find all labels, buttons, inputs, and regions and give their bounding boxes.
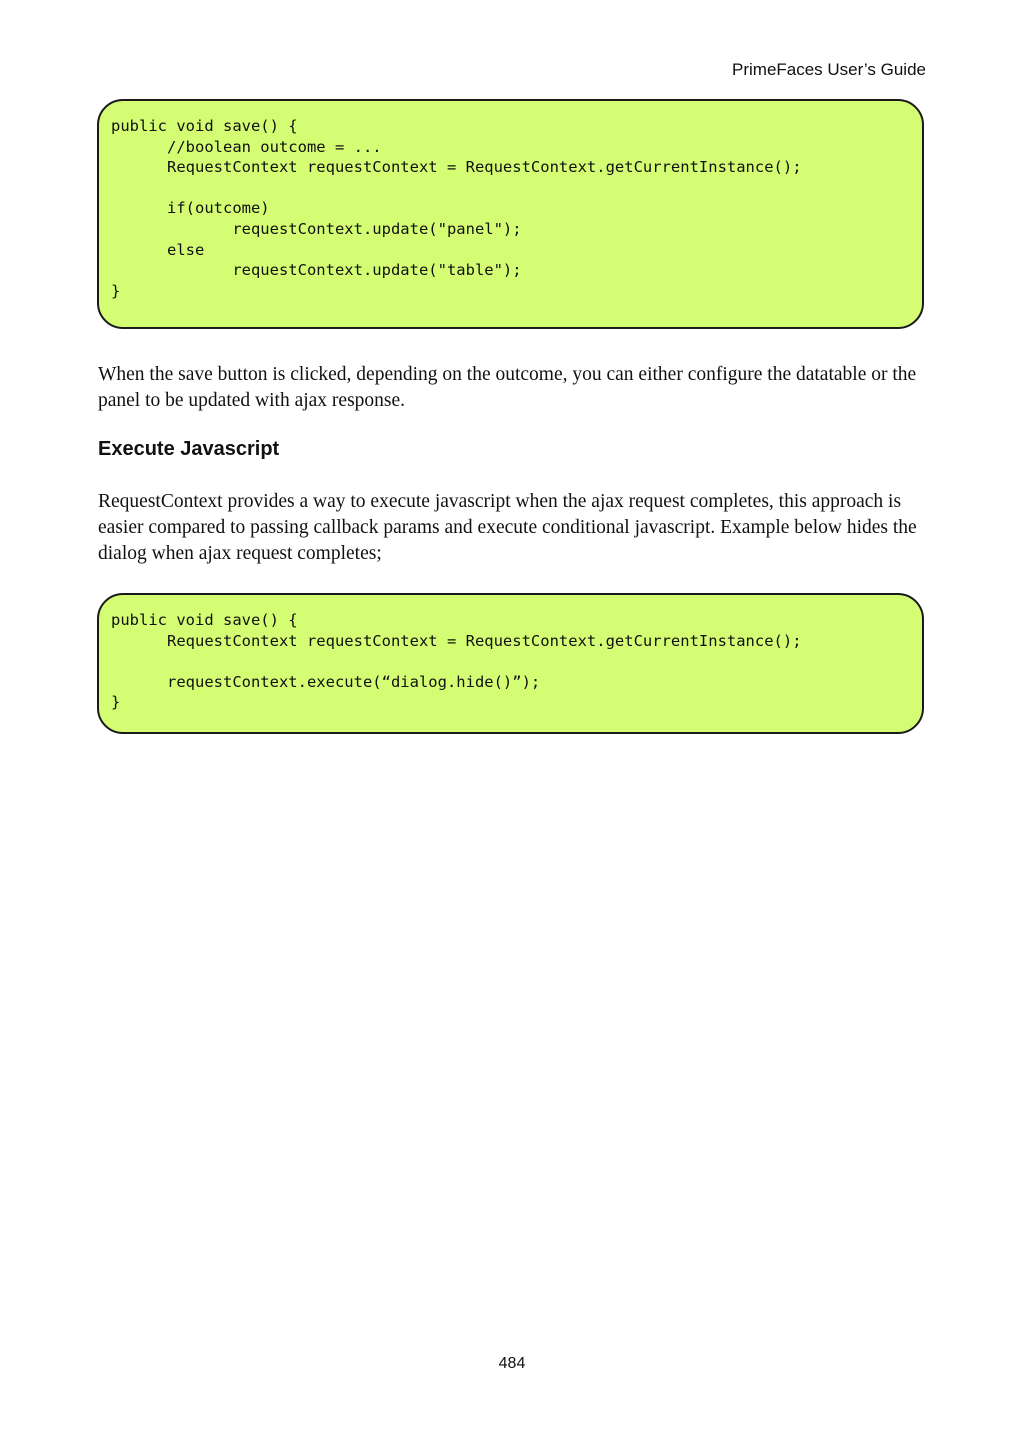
section-heading: Execute Javascript [98,438,280,460]
page-number: 484 [498,1355,526,1372]
code-text: public void save() { RequestContext requestContext = RequestContext.getCurrentInstance(); requestContext.execute(“dialog.hide()”); } [111,611,802,712]
body-paragraph: When the save button is clicked, depending on the outcome, you can either configure the datatable or the panel to be updated with ajax response. [98,364,917,411]
code-block-save-execute [97,593,924,734]
code-block-save-update [97,99,924,329]
code-text: public void save() { //boolean outcome = ... RequestContext requestContext = RequestContext.getCurrentInstance(); if(outcome) requestContext.update("panel"); else requestContext.update("table"); } [111,117,802,300]
body-paragraph: RequestContext provides a way to execute javascript when the ajax request completes, this approach is easier compared to passing callback params and execute conditional javascript. Example below hides the dialog when ajax request completes; [98,491,917,564]
running-header: PrimeFaces User’s Guide [732,60,926,79]
